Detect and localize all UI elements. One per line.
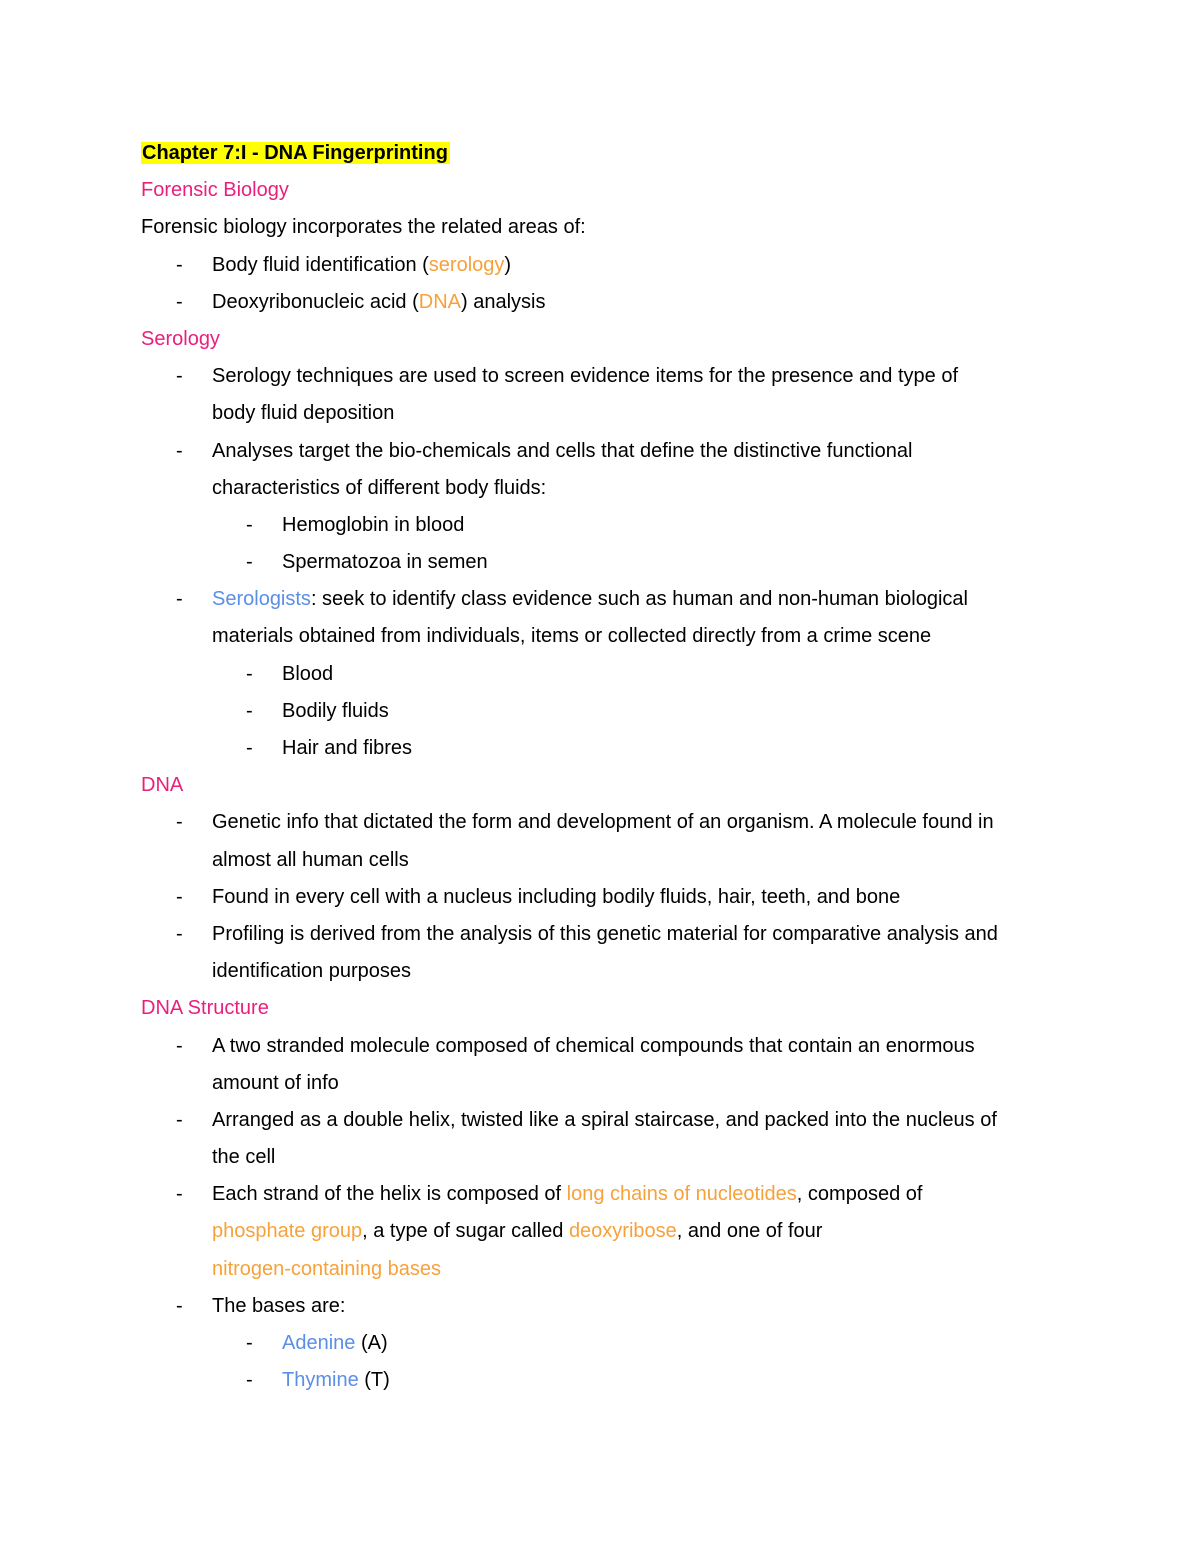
list-item-continuation: materials obtained from individuals, items or collected directly from a crime scene [212,625,932,648]
bullet-dash: - [246,1369,253,1392]
sub-list-item: - Spermatozoa in semen [141,544,1081,581]
section-heading-dna-structure: DNA Structure [141,997,269,1020]
bullet-dash: - [246,1332,253,1354]
bullet-dash: - [176,922,183,945]
sub-list-item: - Hemoglobin in blood [141,507,1081,544]
bullet-dash: - [246,551,253,574]
highlighted-term: long chains of nucleotides [566,1183,797,1206]
section-heading-forensic-biology: Forensic Biology [141,179,289,202]
bullet-dash: - [246,699,253,722]
document-page [141,135,1081,1399]
list-item: - Analyses target the bio-chemicals and cells that define the distinctive functional [141,433,1081,470]
list-item-continuation: amount of info [212,1071,339,1094]
section-heading-serology: Serology [141,327,220,350]
list-item: - Deoxyribonucleic acid (DNA) analysis [141,284,1081,321]
sub-list-item: - Thymine (T) [141,1362,1081,1399]
bullet-dash: - [176,365,183,388]
list-item: - Found in every cell with a nucleus including bodily fluids, hair, teeth, and bone [141,879,1081,916]
list-item: - A two stranded molecule composed of chemical compounds that contain an enormous [141,1028,1081,1065]
bullet-dash: - [176,290,183,313]
list-item: - The bases are: [141,1288,1081,1325]
list-item-continuation: phosphate group, a type of sugar called deoxyribose, and one of four [212,1220,823,1243]
highlighted-term: Serologists [212,588,311,611]
bullet-dash: - [176,885,183,908]
list-item: - Profiling is derived from the analysis of this genetic material for comparative analysis and [141,916,1081,953]
sub-list-item: - Blood [141,656,1081,693]
bullet-dash: - [176,1294,183,1317]
bullet-dash: - [176,1034,183,1057]
list-item-continuation [141,1251,1081,1288]
list-item-continuation: characteristics of different body fluids: [212,476,547,499]
section-heading-dna: DNA [141,774,184,797]
highlighted-term: deoxyribose [568,1220,677,1243]
sub-list-item: - Bodily fluids [141,693,1081,730]
highlighted-term: nitrogen-containing bases [212,1257,442,1280]
list-item-continuation: the cell [212,1146,276,1169]
list-item: - Each strand of the helix is composed of long chains of nucleotides, composed of [141,1176,1081,1213]
list-item: - Serologists: seek to identify class evidence such as human and non-human biological [141,581,1081,618]
highlighted-term: DNA [418,290,461,313]
bullet-dash: - [176,588,183,611]
bullet-dash: - [246,513,253,536]
bullet-dash: - [176,1108,183,1131]
highlighted-term: phosphate group [212,1220,363,1243]
highlighted-term: Thymine [282,1369,359,1392]
list-item: - Serology techniques are used to screen evidence items for the presence and type of [141,358,1081,395]
bullet-dash: - [246,737,253,759]
bullet-dash: - [176,253,183,276]
list-item: - Genetic info that dictated the form and development of an organism. A molecule found in [141,804,1081,841]
sub-list-item: - Adenine (A) [141,1325,1081,1362]
list-item-continuation: body fluid deposition [212,402,395,425]
bullet-dash: - [176,439,183,462]
sub-list-item: - Hair and fibres [141,730,1081,767]
list-item-continuation: identification purposes [212,960,412,983]
highlighted-term: Adenine [282,1332,356,1354]
list-item: - Body fluid identification (serology) [141,247,1081,284]
paragraph-intro: Forensic biology incorporates the related areas of: [141,216,586,239]
bullet-dash: - [176,1183,183,1206]
bullet-dash: - [246,662,253,685]
list-item: - Arranged as a double helix, twisted like a spiral staircase, and packed into the nucleus of [141,1102,1081,1139]
highlighted-term: serology [428,253,505,276]
list-item-continuation: almost all human cells [212,848,409,871]
bullet-dash: - [176,811,183,834]
page-title: Chapter 7:I - DNA Fingerprinting [142,142,448,164]
